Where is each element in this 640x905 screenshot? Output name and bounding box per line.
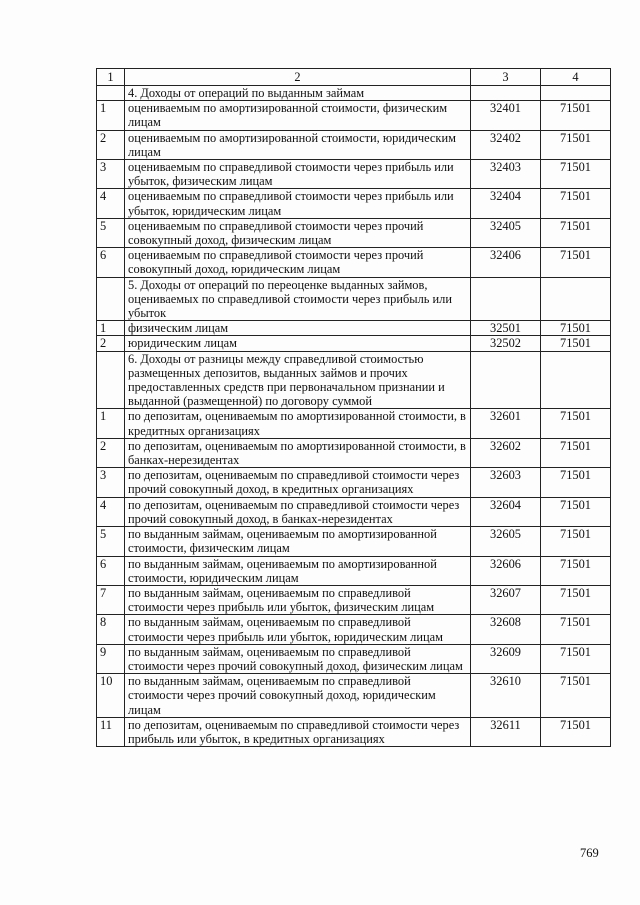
row-code: 32607 [471, 585, 541, 614]
row-code: 32406 [471, 248, 541, 277]
row-code: 32606 [471, 556, 541, 585]
row-code [471, 277, 541, 321]
row-account: 71501 [541, 101, 611, 130]
row-account: 71501 [541, 556, 611, 585]
row-account: 71501 [541, 160, 611, 189]
table-row [97, 615, 611, 644]
row-number: 1 [97, 321, 125, 336]
row-number: 2 [97, 130, 125, 159]
row-code: 32609 [471, 644, 541, 673]
row-account: 71501 [541, 585, 611, 614]
row-code: 32402 [471, 130, 541, 159]
row-number [97, 351, 125, 409]
row-code: 32604 [471, 497, 541, 526]
row-code [471, 86, 541, 101]
table-row [97, 556, 611, 585]
row-account: 71501 [541, 336, 611, 351]
row-number: 7 [97, 585, 125, 614]
row-description: по депозитам, оцениваемым по справедливой стоимости через прочий совокупный доход, в кредитных организациях [125, 468, 471, 497]
row-account: 71501 [541, 497, 611, 526]
row-code: 32502 [471, 336, 541, 351]
row-account: 71501 [541, 218, 611, 247]
row-code: 32608 [471, 615, 541, 644]
row-account: 71501 [541, 615, 611, 644]
row-number: 10 [97, 674, 125, 718]
row-number: 3 [97, 468, 125, 497]
row-code: 32603 [471, 468, 541, 497]
header-col-2: 2 [125, 69, 471, 86]
row-number [97, 86, 125, 101]
row-number: 5 [97, 218, 125, 247]
row-number: 6 [97, 556, 125, 585]
table-row [97, 717, 611, 746]
row-description: по депозитам, оцениваемым по справедливой стоимости через прибыль или убыток, в кредитных организациях [125, 717, 471, 746]
table-row [97, 189, 611, 218]
row-account: 71501 [541, 644, 611, 673]
row-number: 6 [97, 248, 125, 277]
row-description: физическим лицам [125, 321, 471, 336]
row-code: 32611 [471, 717, 541, 746]
row-code: 32405 [471, 218, 541, 247]
row-number: 1 [97, 101, 125, 130]
row-account: 71501 [541, 674, 611, 718]
table-header-row [97, 69, 611, 86]
table-row [97, 409, 611, 438]
table-row [97, 438, 611, 467]
row-number: 5 [97, 527, 125, 556]
row-code: 32605 [471, 527, 541, 556]
row-description: оцениваемым по справедливой стоимости через прочий совокупный доход, юридическим лицам [125, 248, 471, 277]
table-row [97, 585, 611, 614]
row-description: оцениваемым по справедливой стоимости через прибыль или убыток, физическим лицам [125, 160, 471, 189]
row-number: 1 [97, 409, 125, 438]
row-number: 3 [97, 160, 125, 189]
table-row [97, 468, 611, 497]
table-row [97, 130, 611, 159]
row-code: 32501 [471, 321, 541, 336]
row-number: 4 [97, 497, 125, 526]
row-account: 71501 [541, 189, 611, 218]
row-account: 71501 [541, 468, 611, 497]
table-row [97, 160, 611, 189]
row-description: 5. Доходы от операций по переоценке выданных займов, оцениваемых по справедливой стоимости через прибыль или убыток [125, 277, 471, 321]
table-body [97, 86, 611, 747]
row-account: 71501 [541, 438, 611, 467]
row-number: 2 [97, 336, 125, 351]
row-number: 8 [97, 615, 125, 644]
page-number: 769 [580, 846, 599, 860]
row-description: по выданным займам, оцениваемым по справедливой стоимости через прибыль или убыток, физическим лицам [125, 585, 471, 614]
table-row [97, 336, 611, 351]
row-description: по выданным займам, оцениваемым по справедливой стоимости через прочий совокупный доход, физическим лицам [125, 644, 471, 673]
row-account [541, 351, 611, 409]
row-description: оцениваемым по справедливой стоимости через прочий совокупный доход, физическим лицам [125, 218, 471, 247]
row-account: 71501 [541, 321, 611, 336]
row-description: оцениваемым по амортизированной стоимости, юридическим лицам [125, 130, 471, 159]
row-description: юридическим лицам [125, 336, 471, 351]
row-description: по выданным займам, оцениваемым по справедливой стоимости через прибыль или убыток, юридическим лицам [125, 615, 471, 644]
row-account: 71501 [541, 248, 611, 277]
row-account: 71501 [541, 717, 611, 746]
row-account: 71501 [541, 527, 611, 556]
row-description: по депозитам, оцениваемым по амортизированной стоимости, в кредитных организациях [125, 409, 471, 438]
table-row [97, 248, 611, 277]
row-number: 9 [97, 644, 125, 673]
row-number: 2 [97, 438, 125, 467]
row-number: 4 [97, 189, 125, 218]
table-row [97, 644, 611, 673]
row-account: 71501 [541, 130, 611, 159]
section-row [97, 86, 611, 101]
row-description: по выданным займам, оцениваемым по справедливой стоимости через прочий совокупный доход, юридическим лицам [125, 674, 471, 718]
row-description: по выданным займам, оцениваемым по амортизированной стоимости, физическим лицам [125, 527, 471, 556]
row-code: 32404 [471, 189, 541, 218]
row-number [97, 277, 125, 321]
table-row [97, 101, 611, 130]
row-account [541, 277, 611, 321]
row-code: 32602 [471, 438, 541, 467]
header-col-1: 1 [97, 69, 125, 86]
header-col-4: 4 [541, 69, 611, 86]
row-code: 32403 [471, 160, 541, 189]
table-row [97, 497, 611, 526]
row-code: 32401 [471, 101, 541, 130]
row-description: по выданным займам, оцениваемым по амортизированной стоимости, юридическим лицам [125, 556, 471, 585]
row-code: 32601 [471, 409, 541, 438]
row-code: 32610 [471, 674, 541, 718]
table-row [97, 218, 611, 247]
section-row [97, 351, 611, 409]
row-description: 6. Доходы от разницы между справедливой стоимостью размещенных депозитов, выданных займов и прочих предоставленных средств при первоначальном признании и выданной (размещенной) по договору суммой [125, 351, 471, 409]
row-code [471, 351, 541, 409]
table-row [97, 321, 611, 336]
accounts-table [96, 68, 611, 747]
section-row [97, 277, 611, 321]
row-description: по депозитам, оцениваемым по справедливой стоимости через прочий совокупный доход, в банках-нерезидентах [125, 497, 471, 526]
table-row [97, 674, 611, 718]
row-description: оцениваемым по амортизированной стоимости, физическим лицам [125, 101, 471, 130]
row-description: оцениваемым по справедливой стоимости через прибыль или убыток, юридическим лицам [125, 189, 471, 218]
row-description: 4. Доходы от операций по выданным займам [125, 86, 471, 101]
row-number: 11 [97, 717, 125, 746]
table-row [97, 527, 611, 556]
row-account: 71501 [541, 409, 611, 438]
row-description: по депозитам, оцениваемым по амортизированной стоимости, в банках-нерезидентах [125, 438, 471, 467]
row-account [541, 86, 611, 101]
header-col-3: 3 [471, 69, 541, 86]
